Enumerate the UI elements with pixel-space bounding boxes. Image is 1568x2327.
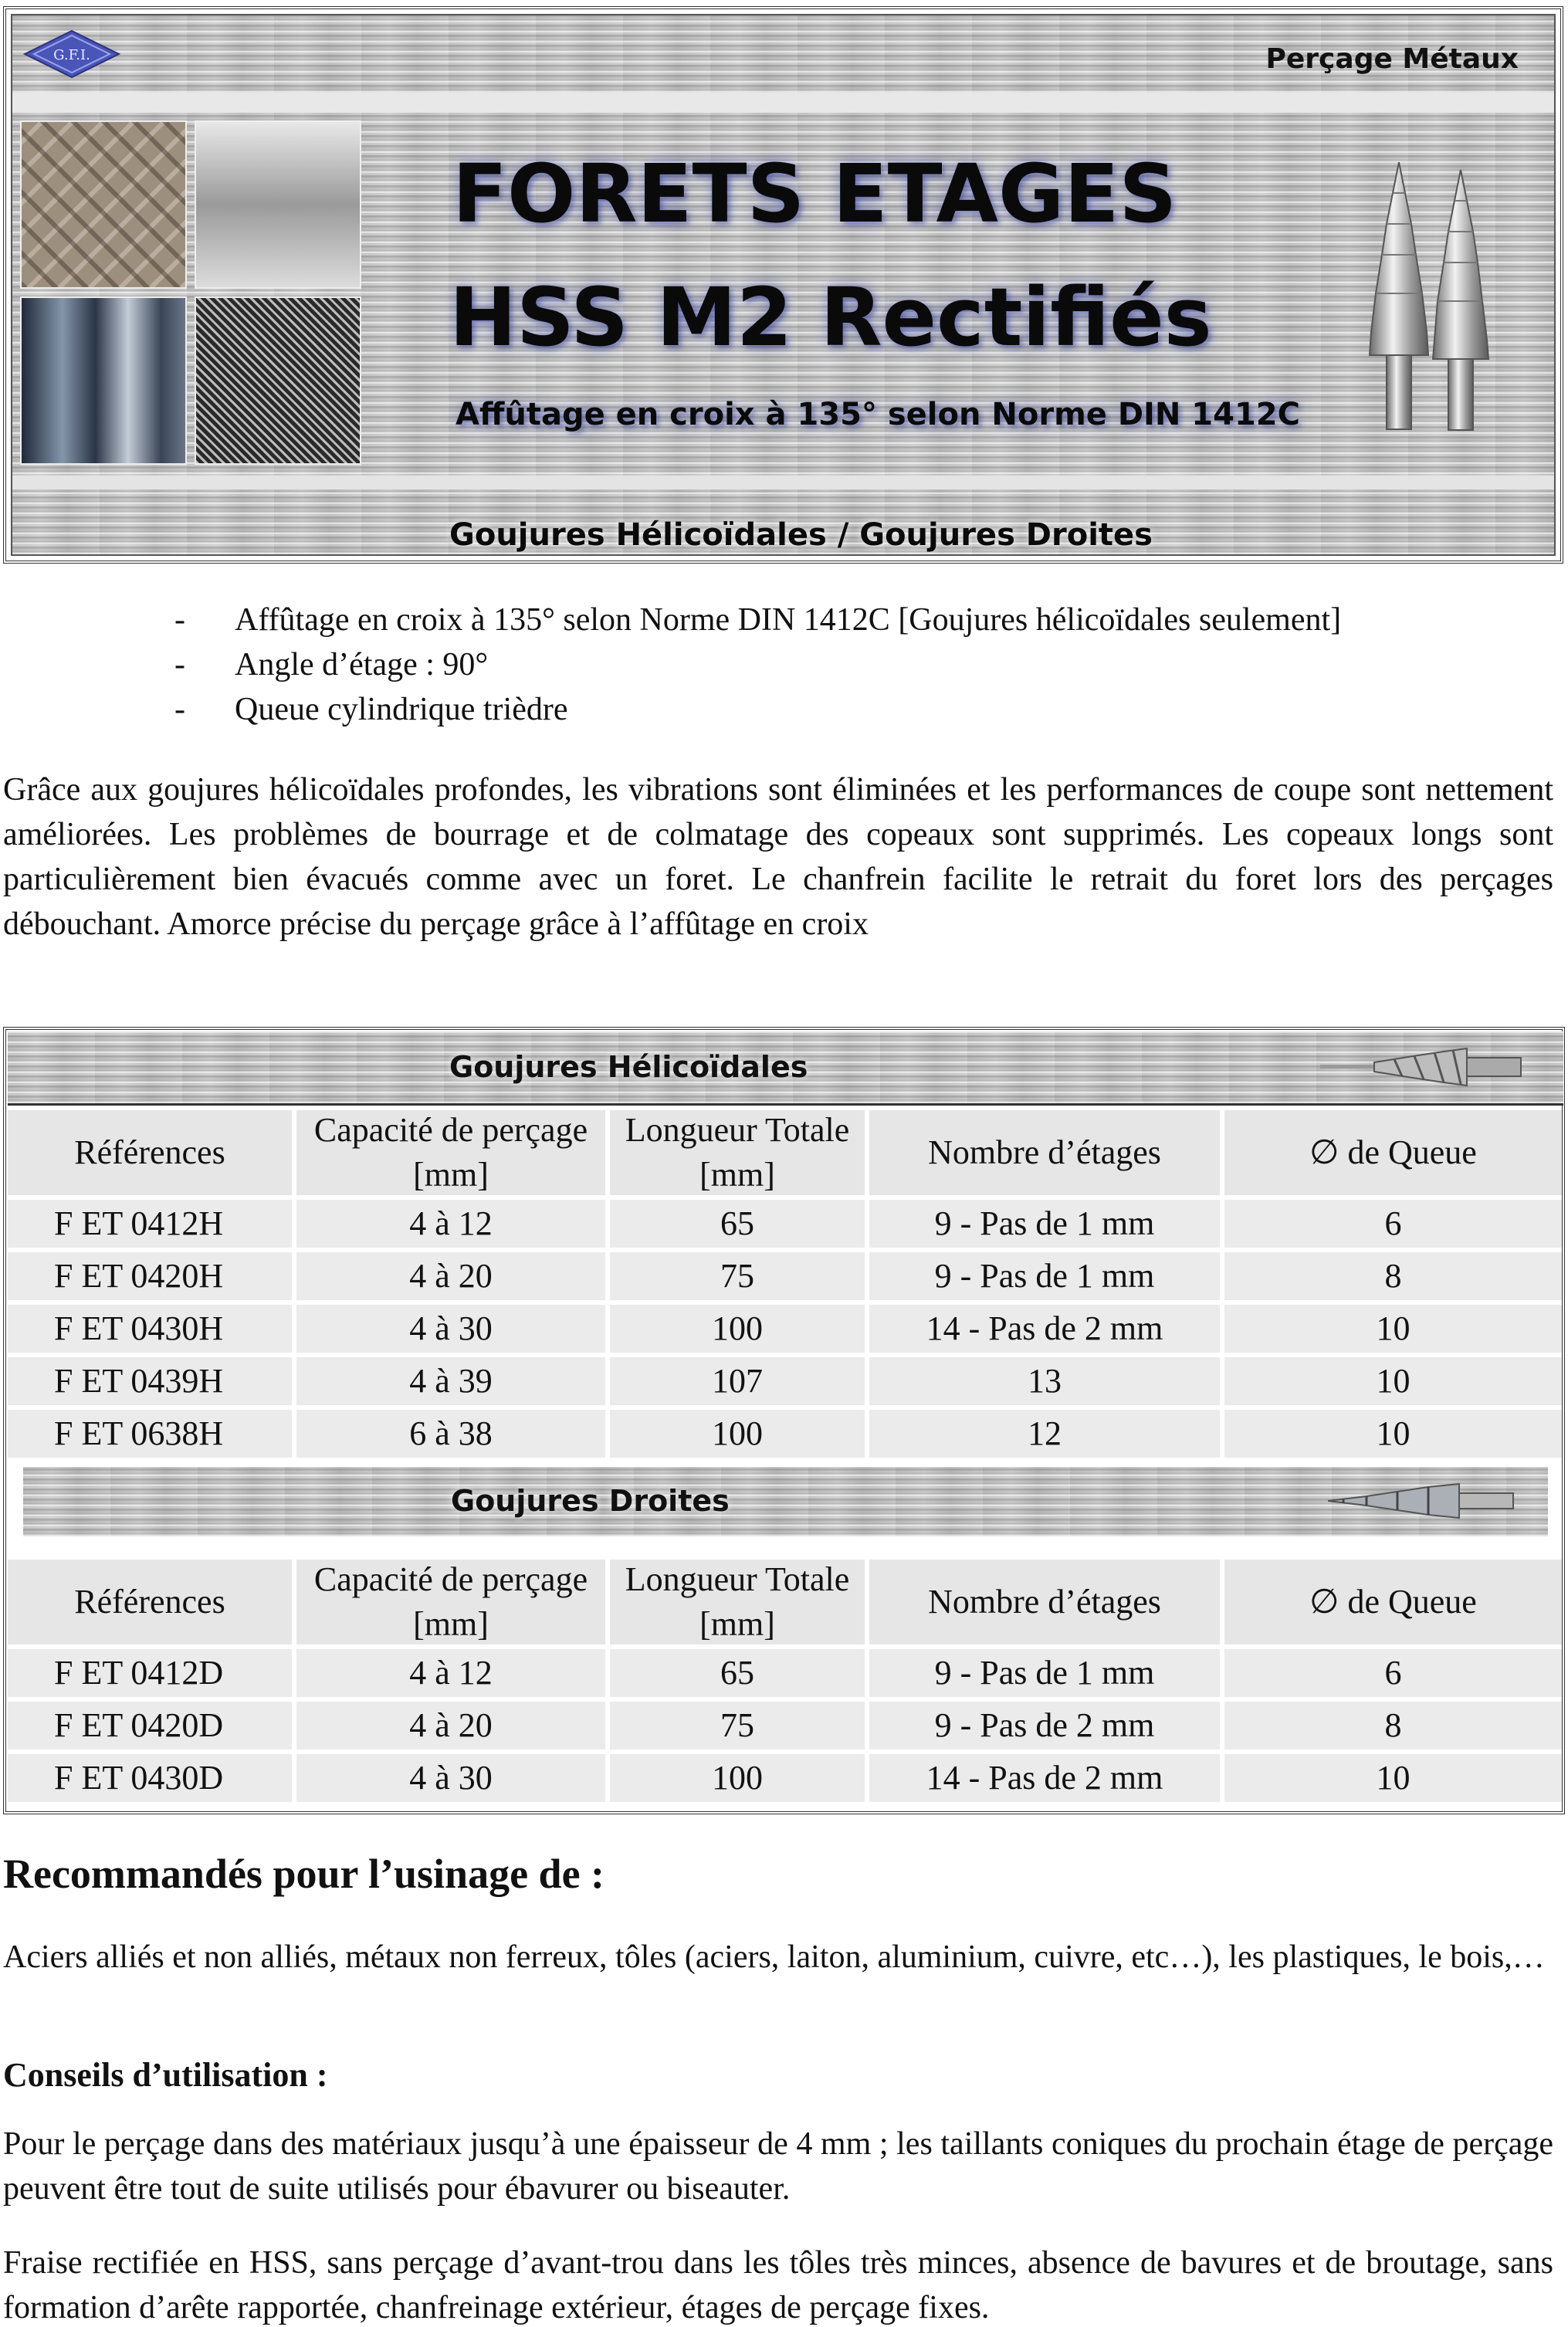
page-title-line2: HSS M2 Rectifiés xyxy=(449,270,1212,364)
table-cell: 4 à 30 xyxy=(296,1305,605,1353)
table-cell: 10 xyxy=(1224,1754,1562,1802)
table-cell: 14 - Pas de 2 mm xyxy=(869,1305,1220,1353)
column-header: ∅ de Queue xyxy=(1224,1110,1562,1195)
recommended-heading: Recommandés pour l’usinage de : xyxy=(3,1851,605,1897)
page-title-line3: Affûtage en croix à 135° selon Norme DIN 1412C xyxy=(455,397,1300,432)
table-row xyxy=(8,1305,1562,1353)
straight-drill-icon xyxy=(1328,1476,1521,1526)
bullet-marker: - xyxy=(174,692,185,727)
table-row xyxy=(8,1200,1562,1248)
section-label: Perçage Métaux xyxy=(1265,43,1519,75)
texture-brushed-steel xyxy=(195,120,361,289)
table-cell: F ET 0439H xyxy=(8,1357,292,1405)
intro-paragraph: Grâce aux goujures hélicoïdales profondes, les vibrations sont éliminées et les performances de coupe sont nettement améliorées. Les problèmes de bourrage et de colmatage des copeaux sont supprimés. Les copeaux longs sont particulièrement bien évacués comme avec un foret. Le chanfrein facilite le retrait du foret lors des perçages débouchant. Amorce précise du perçage grâce à l’affûtage en croix xyxy=(3,772,1553,942)
step-drill-icon xyxy=(1363,162,1495,432)
table-row xyxy=(8,1252,1562,1300)
banner-background xyxy=(11,14,1556,556)
table-cell: 4 à 39 xyxy=(296,1357,605,1405)
section-banner-straight xyxy=(23,1467,1548,1536)
table-cell: 9 - Pas de 2 mm xyxy=(869,1702,1220,1749)
table-cell: 65 xyxy=(610,1649,865,1697)
bullet-marker: - xyxy=(174,647,185,683)
material-textures xyxy=(20,120,364,469)
table-row xyxy=(8,1357,1562,1405)
table-cell: 10 xyxy=(1224,1305,1562,1353)
table-cell: 100 xyxy=(610,1410,865,1458)
section-title: Goujures Hélicoïdales xyxy=(449,1050,808,1084)
header-banner xyxy=(3,6,1563,564)
table-row xyxy=(8,1410,1562,1458)
texture-polished-steel xyxy=(20,296,187,465)
feature-list xyxy=(174,598,1341,732)
list-item xyxy=(174,598,1341,642)
table-cell: F ET 0638H xyxy=(8,1410,292,1458)
table-cell: F ET 0430D xyxy=(8,1754,292,1802)
divider xyxy=(12,93,1554,113)
column-header: Longueur Totale [mm] xyxy=(610,1110,865,1195)
table-cell: 100 xyxy=(610,1305,865,1353)
table-cell: 75 xyxy=(610,1252,865,1300)
tips-heading: Conseils d’utilisation : xyxy=(3,2056,328,2094)
list-item xyxy=(174,642,1341,687)
table-cell: 14 - Pas de 2 mm xyxy=(869,1754,1220,1802)
table-cell: 13 xyxy=(869,1357,1220,1405)
page-title-line1: FORETS ETAGES xyxy=(452,147,1177,241)
table-cell: 9 - Pas de 1 mm xyxy=(869,1200,1220,1248)
list-item-text: Angle d’étage : 90° xyxy=(235,647,489,683)
table-cell: 6 xyxy=(1224,1200,1562,1248)
column-header: Capacité de perçage [mm] xyxy=(296,1110,605,1195)
table-row xyxy=(8,1649,1562,1697)
table-cell: 75 xyxy=(610,1702,865,1749)
column-header: Nombre d’étages xyxy=(869,1110,1220,1195)
table-row xyxy=(8,1702,1562,1749)
table-cell: 10 xyxy=(1224,1410,1562,1458)
column-header: Nombre d’étages xyxy=(869,1560,1220,1644)
column-header: Références xyxy=(8,1110,292,1195)
column-header: Capacité de perçage [mm] xyxy=(296,1560,605,1644)
table-cell: F ET 0412D xyxy=(8,1649,292,1697)
section-title: Goujures Droites xyxy=(451,1484,730,1518)
table-cell: 10 xyxy=(1224,1357,1562,1405)
table-cell: F ET 0412H xyxy=(8,1200,292,1248)
table-cell: 6 xyxy=(1224,1649,1562,1697)
logo-diamond-icon xyxy=(23,29,120,79)
column-header: Références xyxy=(8,1560,292,1644)
column-header: ∅ de Queue xyxy=(1224,1560,1562,1644)
table-cell: 8 xyxy=(1224,1702,1562,1749)
table-cell: 8 xyxy=(1224,1252,1562,1300)
divider xyxy=(12,476,1554,489)
column-header: Longueur Totale [mm] xyxy=(610,1560,865,1644)
tips-paragraph: Fraise rectifiée en HSS, sans perçage d’avant-trou dans les tôles très minces, absence de bavures et de broutage, sans formation d’arête rapportée, chanfreinage extérieur, étages de perçage fixes. xyxy=(3,2245,1553,2325)
table-header-row xyxy=(8,1560,1562,1644)
table-cell: 9 - Pas de 1 mm xyxy=(869,1649,1220,1697)
table-header-row xyxy=(8,1110,1562,1195)
table-cell: 4 à 30 xyxy=(296,1754,605,1802)
tips-paragraph: Pour le perçage dans des matériaux jusqu’à une épaisseur de 4 mm ; les taillants coniques du prochain étage de perçage peuvent être tout de suite utilisés pour ébavurer ou biseauter. xyxy=(3,2126,1553,2207)
list-item xyxy=(174,687,1341,732)
table-cell: 4 à 20 xyxy=(296,1252,605,1300)
section-banner-helical xyxy=(8,1031,1563,1106)
spec-table xyxy=(3,1027,1565,1814)
table-cell: F ET 0420H xyxy=(8,1252,292,1300)
table-cell: 6 à 38 xyxy=(296,1410,605,1458)
recommended-text: Aciers alliés et non alliés, métaux non ferreux, tôles (aciers, laiton, aluminium, cuivre, etc…), les plastiques, le bois,… xyxy=(3,1939,1545,1975)
bullet-marker: - xyxy=(174,602,185,638)
list-item-text: Affûtage en croix à 135° selon Norme DIN 1412C [Goujures hélicoïdales seulement] xyxy=(235,602,1342,638)
list-item-text: Queue cylindrique trièdre xyxy=(235,692,568,727)
table-cell: 100 xyxy=(610,1754,865,1802)
table-cell: 4 à 12 xyxy=(296,1200,605,1248)
table-cell: 65 xyxy=(610,1200,865,1248)
table-cell: 107 xyxy=(610,1357,865,1405)
texture-tread-plate xyxy=(20,120,187,289)
logo-text: G.F.I. xyxy=(53,47,90,63)
table-cell: 4 à 20 xyxy=(296,1702,605,1749)
table-cell: 4 à 12 xyxy=(296,1649,605,1697)
table-row xyxy=(8,1754,1562,1802)
texture-mesh xyxy=(195,296,361,465)
helical-drill-icon xyxy=(1320,1042,1529,1092)
table-cell: F ET 0430H xyxy=(8,1305,292,1353)
banner-subtitle: Goujures Hélicoïdales / Goujures Droites xyxy=(449,517,1153,553)
table-cell: 12 xyxy=(869,1410,1220,1458)
table-cell: F ET 0420D xyxy=(8,1702,292,1749)
table-cell: 9 - Pas de 1 mm xyxy=(869,1252,1220,1300)
